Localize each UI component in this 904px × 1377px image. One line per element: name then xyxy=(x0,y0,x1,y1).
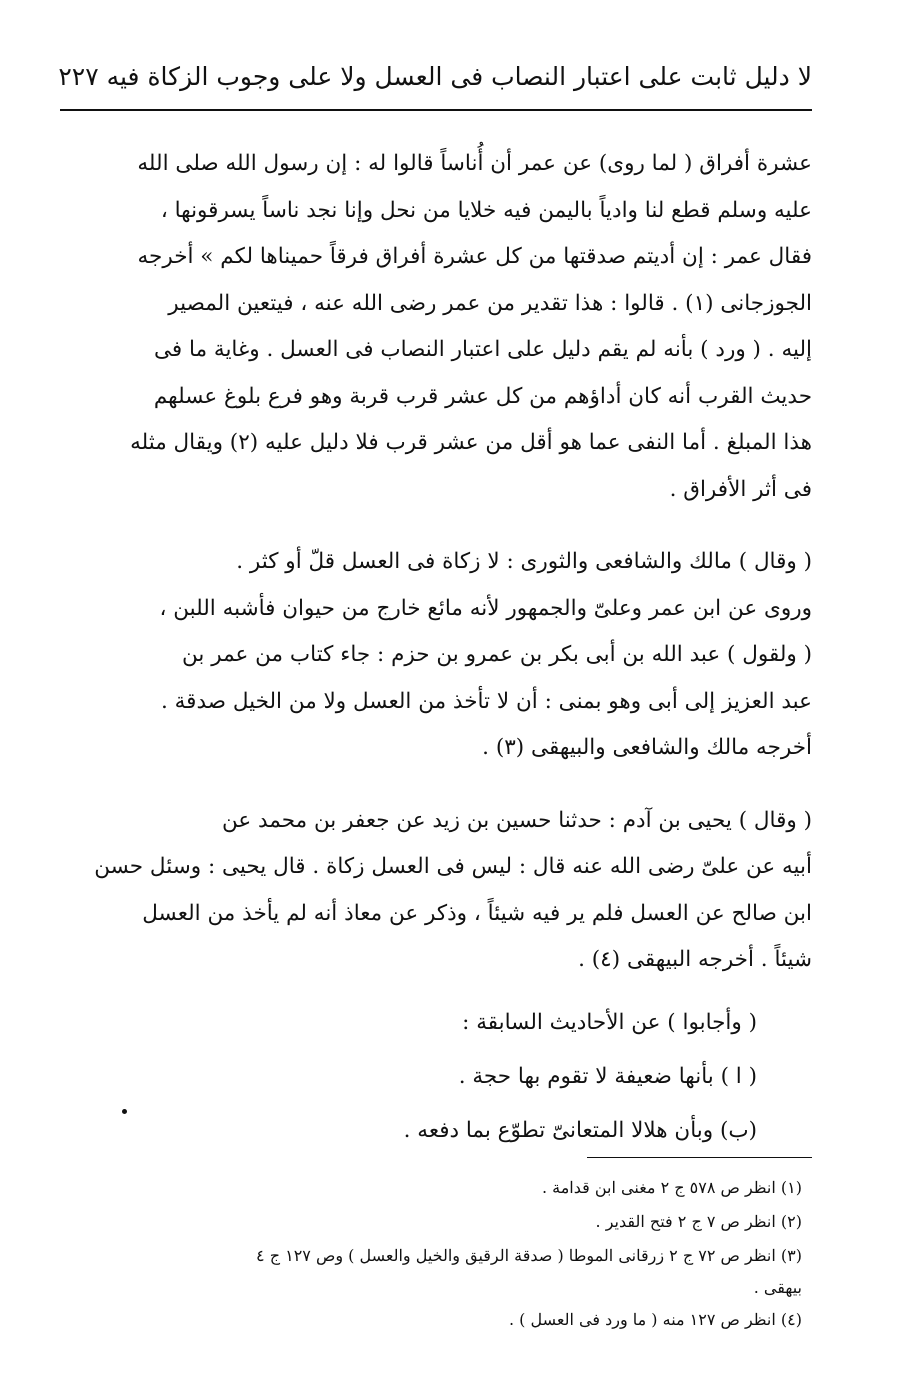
paragraph-gap xyxy=(60,513,812,539)
text-line: ( وقال ) مالك والشافعى والثورى : لا زكاة فى العسل قلّ أو كثر . xyxy=(236,549,812,574)
text-line: أخرجه مالك والشافعى والبيهقى (٣) . xyxy=(482,735,812,760)
answers-intro: ( وأجابوا ) عن الأحاديث السابقة : xyxy=(462,1009,757,1035)
text-line: شيئاً . أخرجه البيهقى (٤) . xyxy=(578,947,812,972)
answer-item: (ب) وبأن هلالا المتعانىّ تطوّع بما دفعه . xyxy=(403,1117,757,1143)
text-line: عبد العزيز إلى أبى وهو بمنى : أن لا تأخذ من العسل ولا من الخيل صدقة . xyxy=(160,688,812,714)
text-line: هذا المبلغ . أما النفى عما هو أقل من عشر قرب فلا دليل عليه (٢) ويقال مثله xyxy=(130,430,812,455)
text-line: فقال عمر : إن أديتم صدقتها من كل عشرة أفراق فرقاً حميناها لكم » أخرجه xyxy=(137,244,812,269)
paragraph-gap xyxy=(60,984,812,996)
paragraph-2 xyxy=(60,539,812,772)
footnote-rule xyxy=(587,1157,812,1158)
footnote-2: (٢) انظر ص ٧ ج ٢ فتح القدير . xyxy=(595,1212,802,1231)
text-line: ابن صالح عن العسل فلم ير فيه شيئاً ، وذكر عن معاذ أنه لم يأخذ من العسل xyxy=(142,900,812,926)
footnotes xyxy=(60,1171,812,1337)
text-line: ( ولقول ) عبد الله بن أبى بكر بن عمرو بن حزم : جاء كتاب من عمر بن xyxy=(182,642,812,667)
text-line: ( وقال ) يحيى بن آدم : حدثنا حسين بن زيد عن جعفر بن محمد عن xyxy=(221,807,812,833)
text-line: عليه وسلم قطع لنا وادياً باليمن فيه خلايا من نحل وإنا نجد ناساً يسرقونها ، xyxy=(160,197,812,223)
text-line: أبيه عن علىّ رضى الله عنه قال : ليس فى العسل زكاة . قال يحيى : وسئل حسن xyxy=(94,854,812,879)
text-line: إليه . ( ورد ) بأنه لم يقم دليل على اعتبار النصاب فى العسل . وغاية ما فى xyxy=(153,337,812,362)
text-line: عشرة أفراق ( لما روى) عن عمر أن أُناساً قالوا له : إن رسول الله صلى الله xyxy=(137,151,812,176)
paragraph-gap xyxy=(60,772,812,798)
paragraph-3 xyxy=(60,798,812,984)
footnote-3: (٣) انظر ص ٧٢ ج ٢ زرقانى الموطا ( صدقة الرقيق والخيل والعسل ) وص ١٢٧ ج ٤ xyxy=(256,1246,802,1265)
text-line: الجوزجانى (١) . قالوا : هذا تقدير من عمر رضى الله عنه ، فيتعين المصير xyxy=(168,290,812,316)
main-text xyxy=(60,141,812,1158)
page xyxy=(60,45,812,1345)
stray-dot-mark xyxy=(122,1109,127,1114)
text-line: وروى عن ابن عمر وعلىّ والجمهور لأنه مائع خارج من حيوان فأشبه اللبن ، xyxy=(159,595,812,621)
footnote-4: (٤) انظر ص ١٢٧ منه ( ما ورد فى العسل ) . xyxy=(509,1310,802,1329)
running-header: لا دليل ثابت على اعتبار النصاب فى العسل ولا على وجوب الزكاة فيه ٢٢٧ xyxy=(58,62,812,91)
text-line: حديث القرب أنه كان أداؤهم من كل عشر قرب قربة وهو فرع بلوغ عسلهم xyxy=(153,383,812,409)
footnote-1: (١) انظر ص ٥٧٨ ج ٢ مغنى ابن قدامة . xyxy=(541,1178,802,1197)
answer-item: ( ا ) بأنها ضعيفة لا تقوم بها حجة . xyxy=(458,1063,757,1089)
header-rule xyxy=(60,109,812,111)
footnote-3-continuation: بيهقى . xyxy=(753,1278,802,1297)
paragraph-1 xyxy=(60,141,812,513)
text-line: فى أثر الأفراق . xyxy=(669,476,812,502)
answers-list xyxy=(60,996,812,1158)
